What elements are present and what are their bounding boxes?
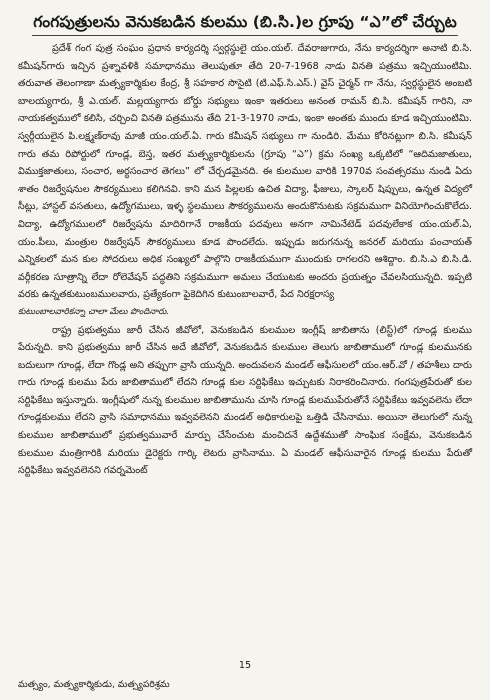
- paragraph-1-tail: కుటుంబాలవారికన్నా చాలా మేలు పొందినారు.: [18, 306, 170, 317]
- document-title: [18, 10, 472, 36]
- running-footer: మత్స్యం, మత్స్యకార్మికుడు, మత్స్యపరిశ్రమ: [18, 679, 170, 690]
- page-footer: [18, 660, 472, 692]
- title-underline: [32, 35, 458, 36]
- page-number: 15: [238, 660, 252, 671]
- paragraph-1: ప్రదేశ్ గంగ పుత్ర సంఘం ప్రధాన కార్యదర్శి స్వర్గస్థులై యం.యల్. దేవరాజుగారు, నేను కార్యదర్శిగా అనాటి బి.సి. కమీషన్‌గారు ఇచ్చిన ప్రశ్నావళికి సమాధానము తెలుపుతూ తేది 20-7-1968 నాడు వినతి పత్రము ఇచ్చియుంటిమి. తరువాత తెలంగాణా మత్స్యకార్మికుల కేంద్ర, శ్రీ సహకార సొసైటి (టి.ఎఫ్.సి.ఎస్.) వైస్ చైర్మన్ గా నేను, స్వర్గస్థులైన అంబటి బాలయ్యగారు, శ్రీ ఎ.యల్. మల్లయ్యగారు బోర్డు సభ్యులు ఇంకా ఇతరులు అనంత రామన్ బి.సి. కమీషన్ గారిని, నా నాయకత్వములో కలిసి, చర్చించి వినతి పత్రమును తేది 21-3-1970 నాడు, ఇంకా అంతకు ముందు కూడ ఇచ్చియుంటిమి. స్వర్గీయులైన పి.లక్ష్మణ్‌రావు మాజీ యం.యల్.ఏ. గారు కమీషన్ సభ్యులు గా నుండిరి. మేము కోరినట్లుగా బి.సి. కమీషన్ గారు తమ రిపోర్టులో గూండ్ల, బెస్త, ఇతర మత్స్యకార్మికులను (గ్రూపు “ఎ”) క్రమ సంఖ్య ఒక్కటిలో “ఆదిమజాతులు, విముక్తజాతులు, సంచార, అర్ధసంచార తెగలు” లో చేర్చడమైనది. ఈ కులముల వారికి 1970వ సంవత్సరము నుండి ఏదు శాతం రిజర్వేషనుల సౌకర్యములు కలిగినవి. కాని మన పిల్లలకు ఉచిత విద్యా, ఫీజులు, స్కాలర్ షిప్పులు, ఉన్నత విద్యలో సీట్లు, హాస్టల్ వసతులు, ఉద్యోగములు, ఇళ్ళ స్థలములు సౌకర్యములను అందుకొనుటకు సక్రమముగా వినియోగించుకొలేదు. విద్యా, ఉద్యోగములలో రిజర్వేషను మాదిరిగానే రాజకీయ పదవులు అనగా నామినేటెడ్ పదవులేకాక యం.యల్.ఏ, యం.పీలు, మంత్రుల రిజర్వేషన్ సౌకర్యములు కూడ పొందలేదు. ఇప్పుడు జరుగనున్న జనరల్ మరియు పంచాయత్ ఎన్నికలలో మన కుల సోదరులు అధిక సంఖ్యలో పాల్గొని రాజకీయముగా ముందుకు రాగలరని ఆశిద్దాం. బి.సి.ఎ బి.సి.డి. వర్గీకరణ సూత్రాన్ని లేదా రోలెవేషన్ పద్ధతిని సక్రమముగా అమలు చేయుటకు అందరు ప్రయత్నం చేవలసియున్నది. ఇప్పటి వరకు ఉన్నతకుటుంబములవారు, ప్రత్యేకంగా పైకెదిగిన కుటుంబాలవారే, పేద నిరక్షరాస్య: [18, 43, 472, 301]
- paragraph-2: రాష్ట్ర ప్రభుత్వము జారీ చేసిన జీవోలో, వెనుకబడిన కులముల ఇంగ్లీష్ జాబితాను (లిస్ట్)లో గూండ్ల కులము పేరున్నది. కాని ప్రభుత్వము జారీ చేసిన అదే జీవోలో, వెనుకబడిన కులముల తెలుగు జాబితాములో గూండ్ల కులమునకు బదులుగా గూండ్ల, లేదా గొండ్ల అని తప్పుగా వ్రాసి యున్నది. అందువలన మండల్ ఆఫీసులలో యం.ఆర్.వో / తహశీలు దారు గారు గూండ్ల కులము పేరు జాబితాములో లేదని గూండ్ల కుల సర్టిఫికేటు ఇచ్చుటకు నిరాకరించినారు. గంగపుత్రపేరుతో కుల సర్టిఫికేటు ఇస్తున్నారు. ఇంగ్లీషులో నున్న కులముల జాబితామును చూసి గూండ్ల కులముపేరుతోనే సర్టిఫికేటు ఇవ్వవలెను లేదా గూండ్లకులము లేదని వ్రాసి సమాధానము ఇవ్వవలెనని మండల్ అధికారులపై ఒత్తిడి చేసినాము. అయినా తెలుగులో నున్న కులముల జాబితాములో ప్రభుత్వమువారే మార్పు చేసేంచుట మంచిదనే ఉద్దేశముతో సాంఘిక సంక్షేమ, వెనుకబడిన కులముల మంత్రిగారికి మరియు డైరెక్టరు గార్కి లెటరు వ్రాసినాము. ఏ మండల్ ఆఫీసువారైన గూండ్ల కులము పేరుతో సర్టిఫికేటు ఇవ్వవలెనని గవర్నమెంట్: [18, 324, 472, 477]
- document-title-text: గంగపుత్రులను వెనుకబడిన కులము (బి.సి.)ల గ్రూపు “ఎ”లో చేర్చుట: [33, 13, 457, 31]
